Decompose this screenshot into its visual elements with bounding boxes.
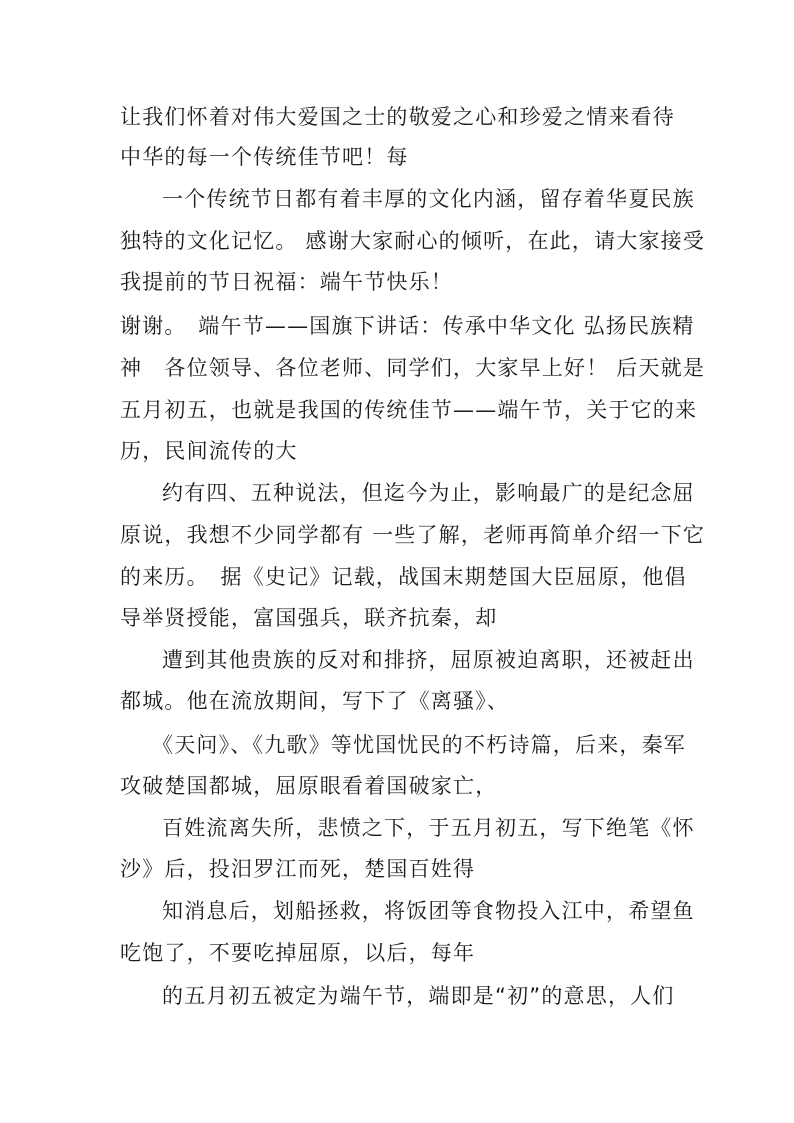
text-line-7: 神 各位领导、各位老师、同学们，大家早上好！ 后天就是 xyxy=(120,356,706,380)
text-line-10: 约有四、五种说法，但迄今为止，影响最广的是纪念屈 xyxy=(162,481,695,505)
text-line-4: 独特的文化记忆。 感谢大家耐心的倾听，在此，请大家接受 xyxy=(120,229,706,253)
text-line-18: 百姓流离失所，悲愤之下，于五月初五，写下绝笔《怀 xyxy=(162,816,695,840)
text-line-15: 都城。他在流放期间，写下了《离骚》、 xyxy=(120,689,510,713)
text-line-2: 中华的每一个传统佳节吧！每 xyxy=(120,145,409,169)
text-line-14: 遭到其他贵族的反对和排挤，屈原被迫离职，还被赶出 xyxy=(162,648,695,672)
text-line-12: 的来历。 据《史记》记载，战国末期楚国大臣屈原，他倡 xyxy=(120,565,687,589)
text-line-9: 历，民间流传的大 xyxy=(120,439,298,463)
text-line-8: 五月初五，也就是我国的传统佳节——端午节，关于它的来 xyxy=(120,398,698,422)
text-line-21: 吃饱了，不要吃掉屈原，以后，每年 xyxy=(120,941,476,965)
text-line-6: 谢谢。 端午节——国旗下讲话：传承中华文化 弘扬民族精 xyxy=(120,314,695,338)
text-line-3: 一个传统节日都有着丰厚的文化内涵，留存着华夏民族 xyxy=(162,187,695,211)
text-line-5: 我提前的节日祝福：端午节快乐！ xyxy=(120,270,453,294)
text-line-20: 知消息后，划船拯救，将饭团等食物投入江中，希望鱼 xyxy=(162,899,695,923)
text-line-17: 攻破楚国都城，屈原眼看着国破家亡， xyxy=(120,774,498,798)
text-line-16: 《天问》、《九歌》等忧国忧民的不朽诗篇，后来，秦军 xyxy=(152,733,686,757)
text-line-1: 让我们怀着对伟大爱国之士的敬爱之心和珍爱之情来看待 xyxy=(120,105,675,129)
text-line-11: 原说，我想不少同学都有 一些了解，老师再简单介绍一下它 xyxy=(120,523,706,547)
text-line-22: 的五月初五被定为端午节，端即是“初”的意思，人们 xyxy=(162,984,675,1008)
text-line-19: 沙》后，投汨罗江而死，楚国百姓得 xyxy=(120,857,476,881)
text-line-13: 导举贤授能，富国强兵，联齐抗秦，却 xyxy=(120,606,498,630)
